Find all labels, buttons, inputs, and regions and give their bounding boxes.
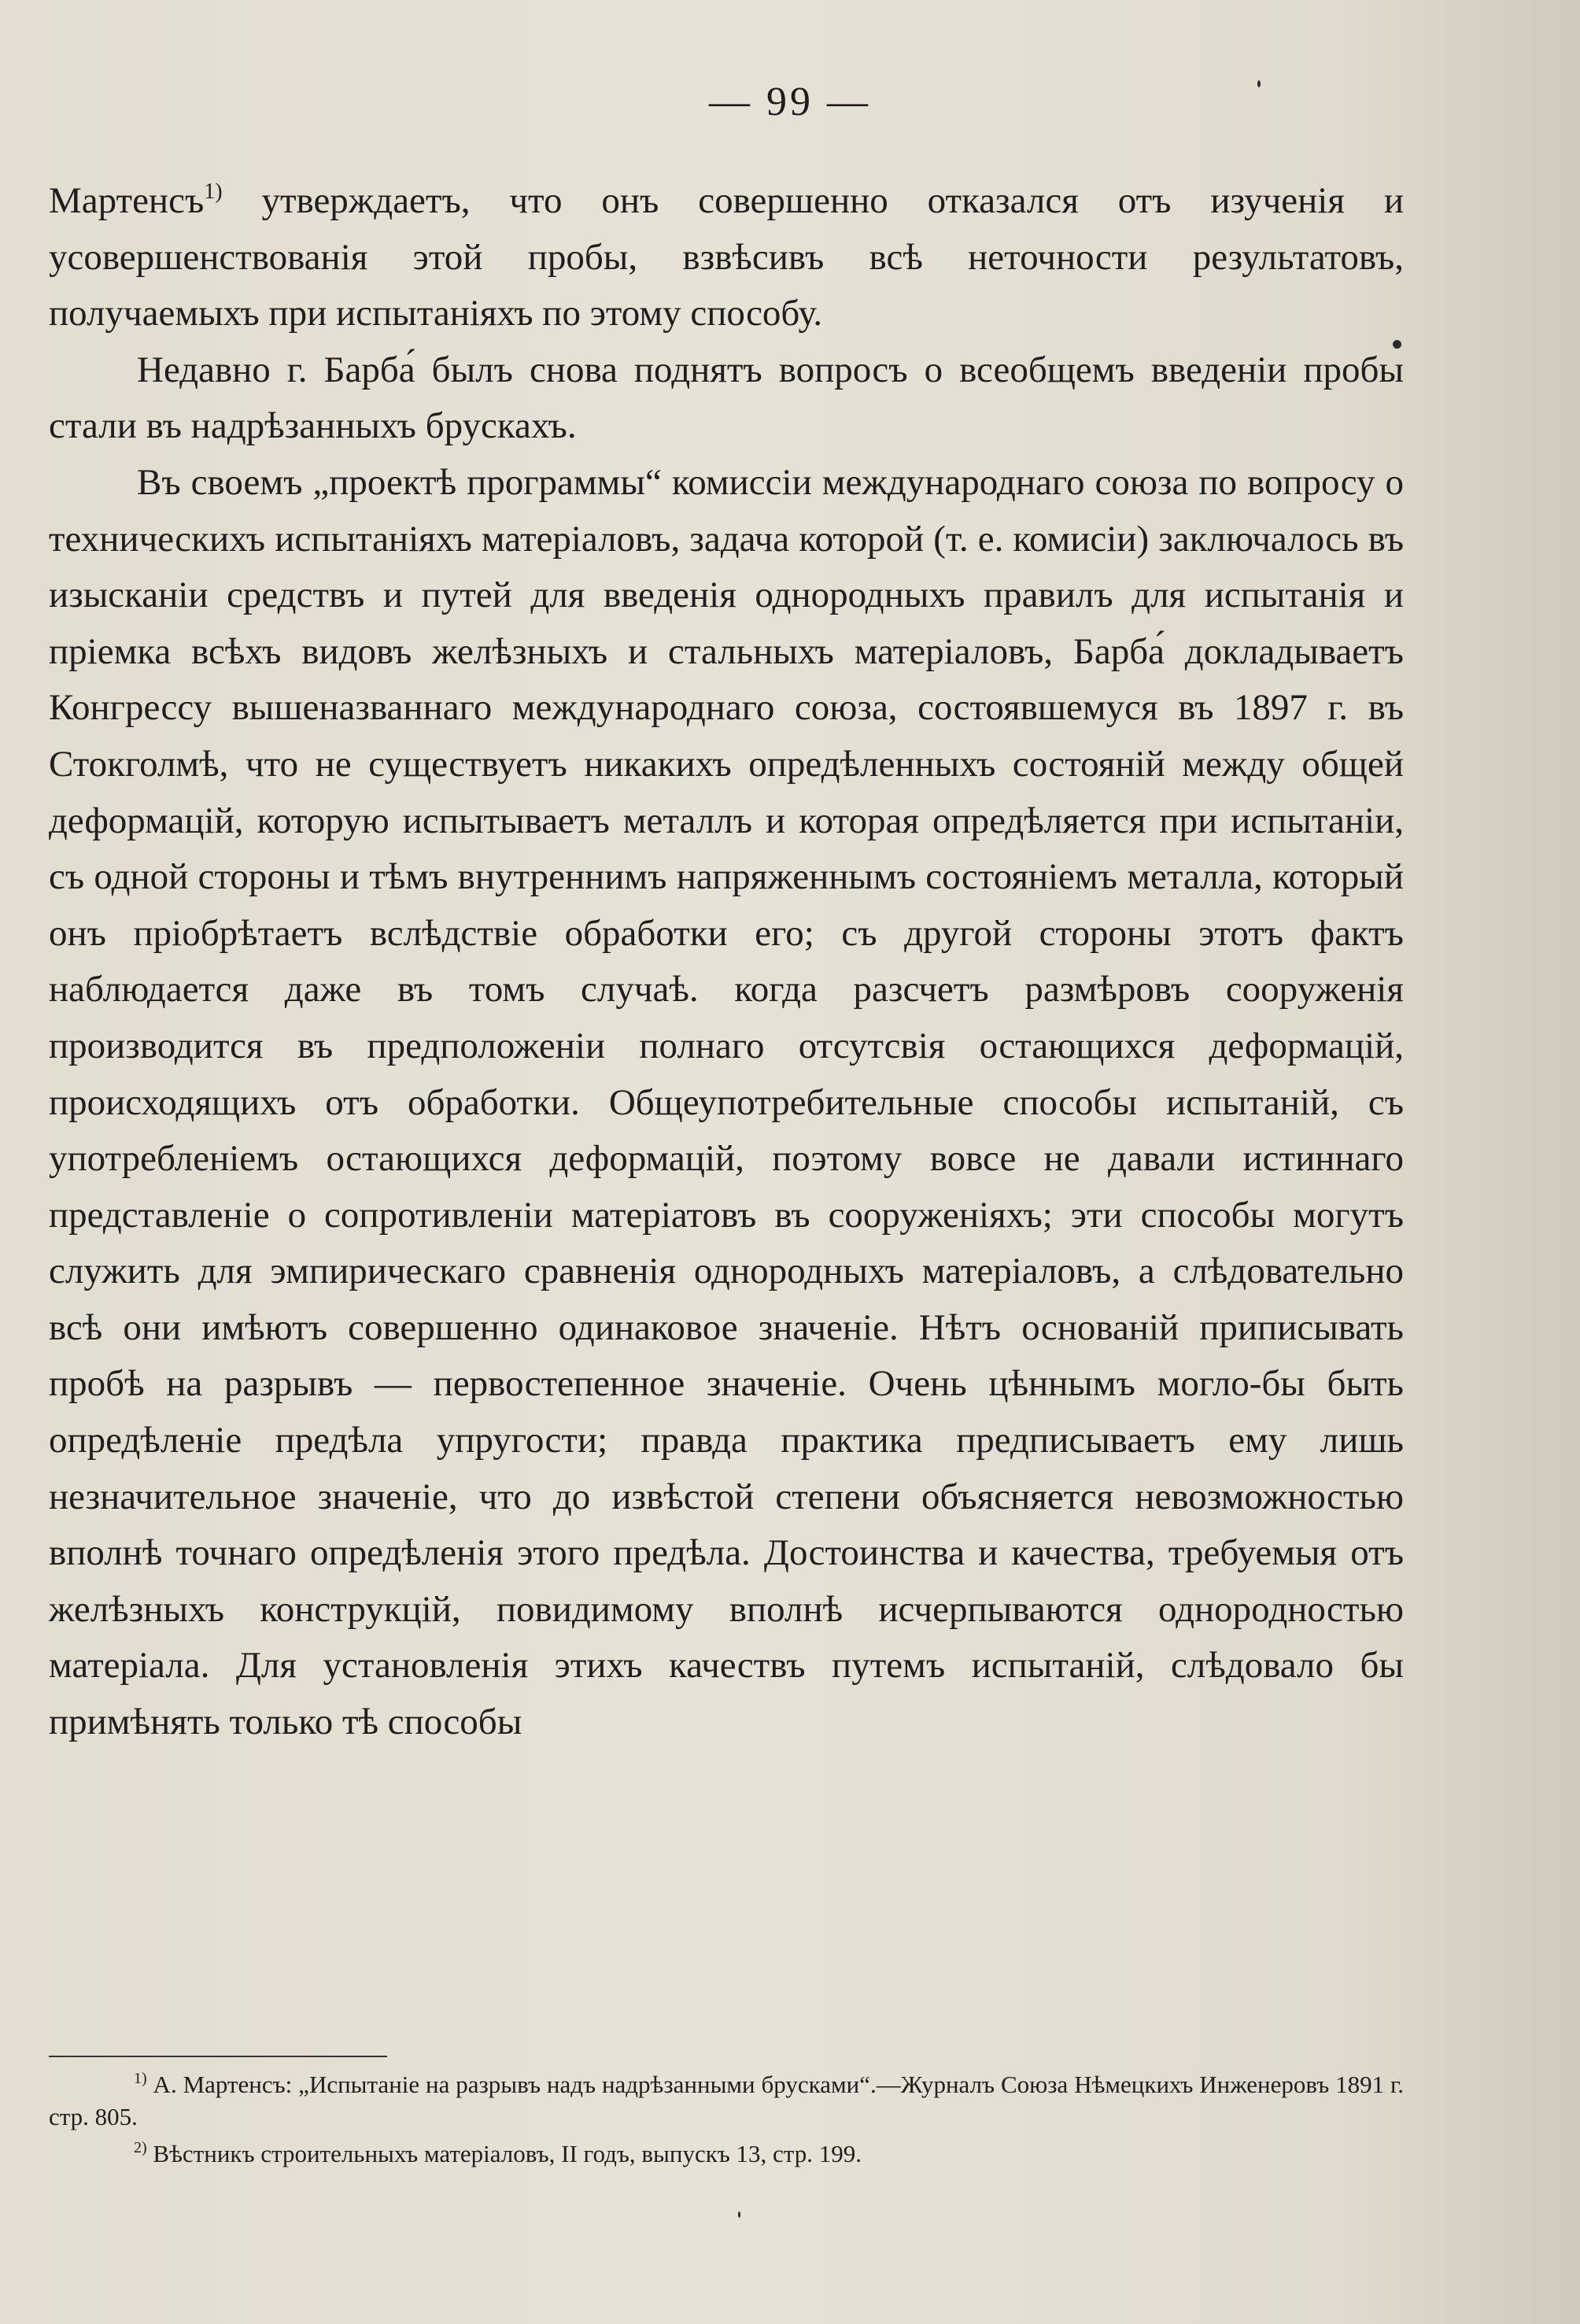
- footnote-ref-1: 1): [204, 179, 223, 204]
- footnote-separator: [49, 2056, 387, 2057]
- footnote-1-ref: 1): [134, 2070, 147, 2087]
- footnote-1-text: А. Мартенсъ: „Испытаніе на разрывъ надъ надрѣзанными брусками“.—Журналъ Союза Нѣмецкихъ Инженеровъ 1891 г. стр. 805.: [49, 2071, 1404, 2130]
- footnote-2-ref: 2): [134, 2139, 147, 2156]
- paragraph-1-start: Мартенсъ: [49, 180, 205, 221]
- paragraph-1: [49, 173, 1404, 342]
- footnote-1: [49, 2068, 1404, 2133]
- main-text: [49, 173, 1404, 1751]
- ink-speck: [1393, 340, 1401, 349]
- footnote-2-text: Вѣстникъ строительныхъ матеріаловъ, II годъ, выпускъ 13, стр. 199.: [146, 2140, 862, 2167]
- page-number: — 99 —: [709, 79, 871, 124]
- paragraph-3: Въ своемъ „проектѣ программы“ комиссіи международнаго союза по вопросу о техническихъ испытаніяхъ матеріаловъ, задача которой (т. е. комисіи) заключалось въ изысканіи средствъ и путей для введенія однородныхъ правилъ для испытанія и пріемка всѣхъ видовъ желѣзныхъ и стальныхъ матеріаловъ, Барба́ докладываетъ Конгрессу вышеназваннаго международнаго союза, состоявшемуся въ 1897 г. въ Стокголмѣ, что не существуетъ никакихъ опредѣленныхъ состояній между общей деформацій, которую испытываетъ металлъ и которая опредѣляется при испытаніи, съ одной стороны и тѣмъ внутреннимъ напряженнымъ состояніемъ металла, который онъ пріобрѣтаетъ вслѣдствіе обработки его; съ другой стороны этотъ фактъ наблюдается даже въ томъ случаѣ. когда разсчетъ размѣровъ сооруженія производится въ предположеніи полнаго отсутсвія остающихся деформацій, происходящихъ отъ обработки. Общеупотребительные способы испытаній, съ употребленіемъ остающихся деформацій, поэтому вовсе не давали истиннаго представленіе о сопротивленіи матеріатовъ въ сооруженіяхъ; эти способы могутъ служить для эмпирическаго сравненія однородныхъ матеріаловъ, а слѣдовательно всѣ они имѣютъ совершенно одинаковое значеніе. Нѣтъ основаній приписывать пробѣ на разрывъ — первостепенное значеніе. Очень цѣннымъ могло-бы быть опредѣленіе предѣла упругости; правда практика предписываетъ ему лишь незначительное значеніе, что до извѣстой степени объясняется невозможностью вполнѣ точнаго опредѣленія этого предѣла. Достоинства и качества, требуемыя отъ желѣзныхъ конструкцій, повидимому вполнѣ исчерпываются однородностью матеріала. Для установленія этихъ качествъ путемъ испытаній, слѣдовало бы примѣнять только тѣ способы: [49, 461, 1404, 1743]
- paragraph-2: Недавно г. Барба́ былъ снова поднятъ вопросъ о всеобщемъ введеніи пробы стали въ надрѣзанныхъ брускахъ.: [49, 349, 1404, 447]
- ink-speck: [738, 2211, 740, 2218]
- footnote-2: [49, 2137, 1404, 2170]
- paragraph-1-rest: утверждаетъ, что онъ совершенно отказался отъ изученія и усовершенствованія этой пробы, взвѣсивъ всѣ неточности результатовъ, получаемыхъ при испытаніяхъ по этому способу.: [49, 180, 1404, 334]
- footnotes: [49, 2068, 1404, 2174]
- ink-speck: [1257, 80, 1261, 87]
